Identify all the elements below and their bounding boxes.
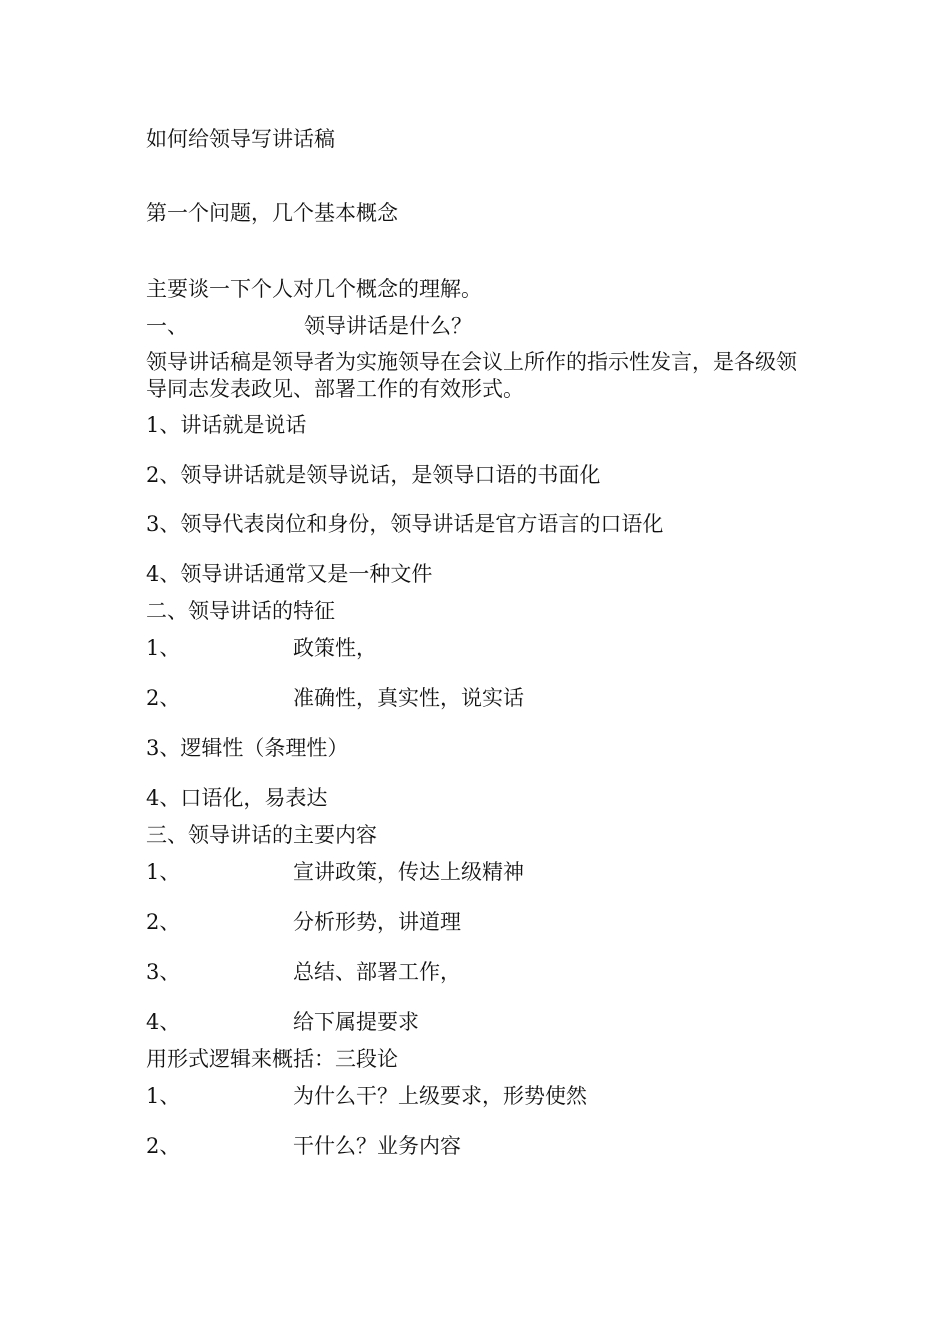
part2-item-1 [146, 635, 646, 661]
part4-item-1-number: 1、 [146, 1084, 181, 1108]
part3-item-1-number: 1、 [146, 860, 181, 884]
part3-item-2 [146, 909, 646, 935]
part3-item-4-text: 给下属提要求 [293, 1010, 419, 1034]
part2-item-3: 3、逻辑性（条理性） [146, 736, 349, 760]
section-heading: 第一个问题，几个基本概念 [146, 201, 398, 225]
part4-item-2-text: 干什么？业务内容 [293, 1134, 461, 1158]
intro-text: 主要谈一下个人对几个概念的理解。 [146, 277, 482, 301]
part4-heading: 用形式逻辑来概括：三段论 [146, 1047, 398, 1071]
part3-item-4-number: 4、 [146, 1010, 181, 1034]
part4-item-1-text: 为什么干？上级要求，形势使然 [293, 1084, 587, 1108]
part3-item-3-number: 3、 [146, 960, 181, 984]
part3-item-2-text: 分析形势，讲道理 [293, 910, 461, 934]
part3-item-3-text: 总结、部署工作， [293, 960, 461, 984]
part3-item-2-number: 2、 [146, 910, 181, 934]
part2-heading: 二、领导讲话的特征 [146, 599, 335, 623]
part1-item-3: 3、领导代表岗位和身份，领导讲话是官方语言的口语化 [146, 512, 664, 536]
part1-definition: 领导讲话稿是领导者为实施领导在会议上所作的指示性发言，是各级领导同志发表政见、部署工作的有效形式。 [146, 350, 797, 401]
part2-item-1-number: 1、 [146, 636, 181, 660]
part4-item-2 [146, 1133, 646, 1159]
part3-item-1-text: 宣讲政策，传达上级精神 [293, 860, 524, 884]
document-title: 如何给领导写讲话稿 [146, 127, 335, 151]
part1-heading-row [146, 313, 546, 339]
part2-item-4: 4、口语化，易表达 [146, 786, 328, 810]
part3-item-3 [146, 959, 646, 985]
part2-item-1-text: 政策性， [293, 636, 377, 660]
part3-heading: 三、领导讲话的主要内容 [146, 823, 377, 847]
part1-item-1: 1、讲话就是说话 [146, 413, 307, 437]
part2-item-2 [146, 685, 646, 711]
part4-item-2-number: 2、 [146, 1134, 181, 1158]
part1-item-4: 4、领导讲话通常又是一种文件 [146, 562, 433, 586]
part2-item-2-number: 2、 [146, 686, 181, 710]
part1-number: 一、 [146, 314, 188, 338]
part3-item-1 [146, 859, 646, 885]
part1-heading: 领导讲话是什么？ [304, 314, 472, 338]
part2-item-2-text: 准确性，真实性，说实话 [293, 686, 524, 710]
part4-item-1 [146, 1083, 646, 1109]
part3-item-4 [146, 1009, 646, 1035]
part1-item-2: 2、领导讲话就是领导说话，是领导口语的书面化 [146, 463, 601, 487]
